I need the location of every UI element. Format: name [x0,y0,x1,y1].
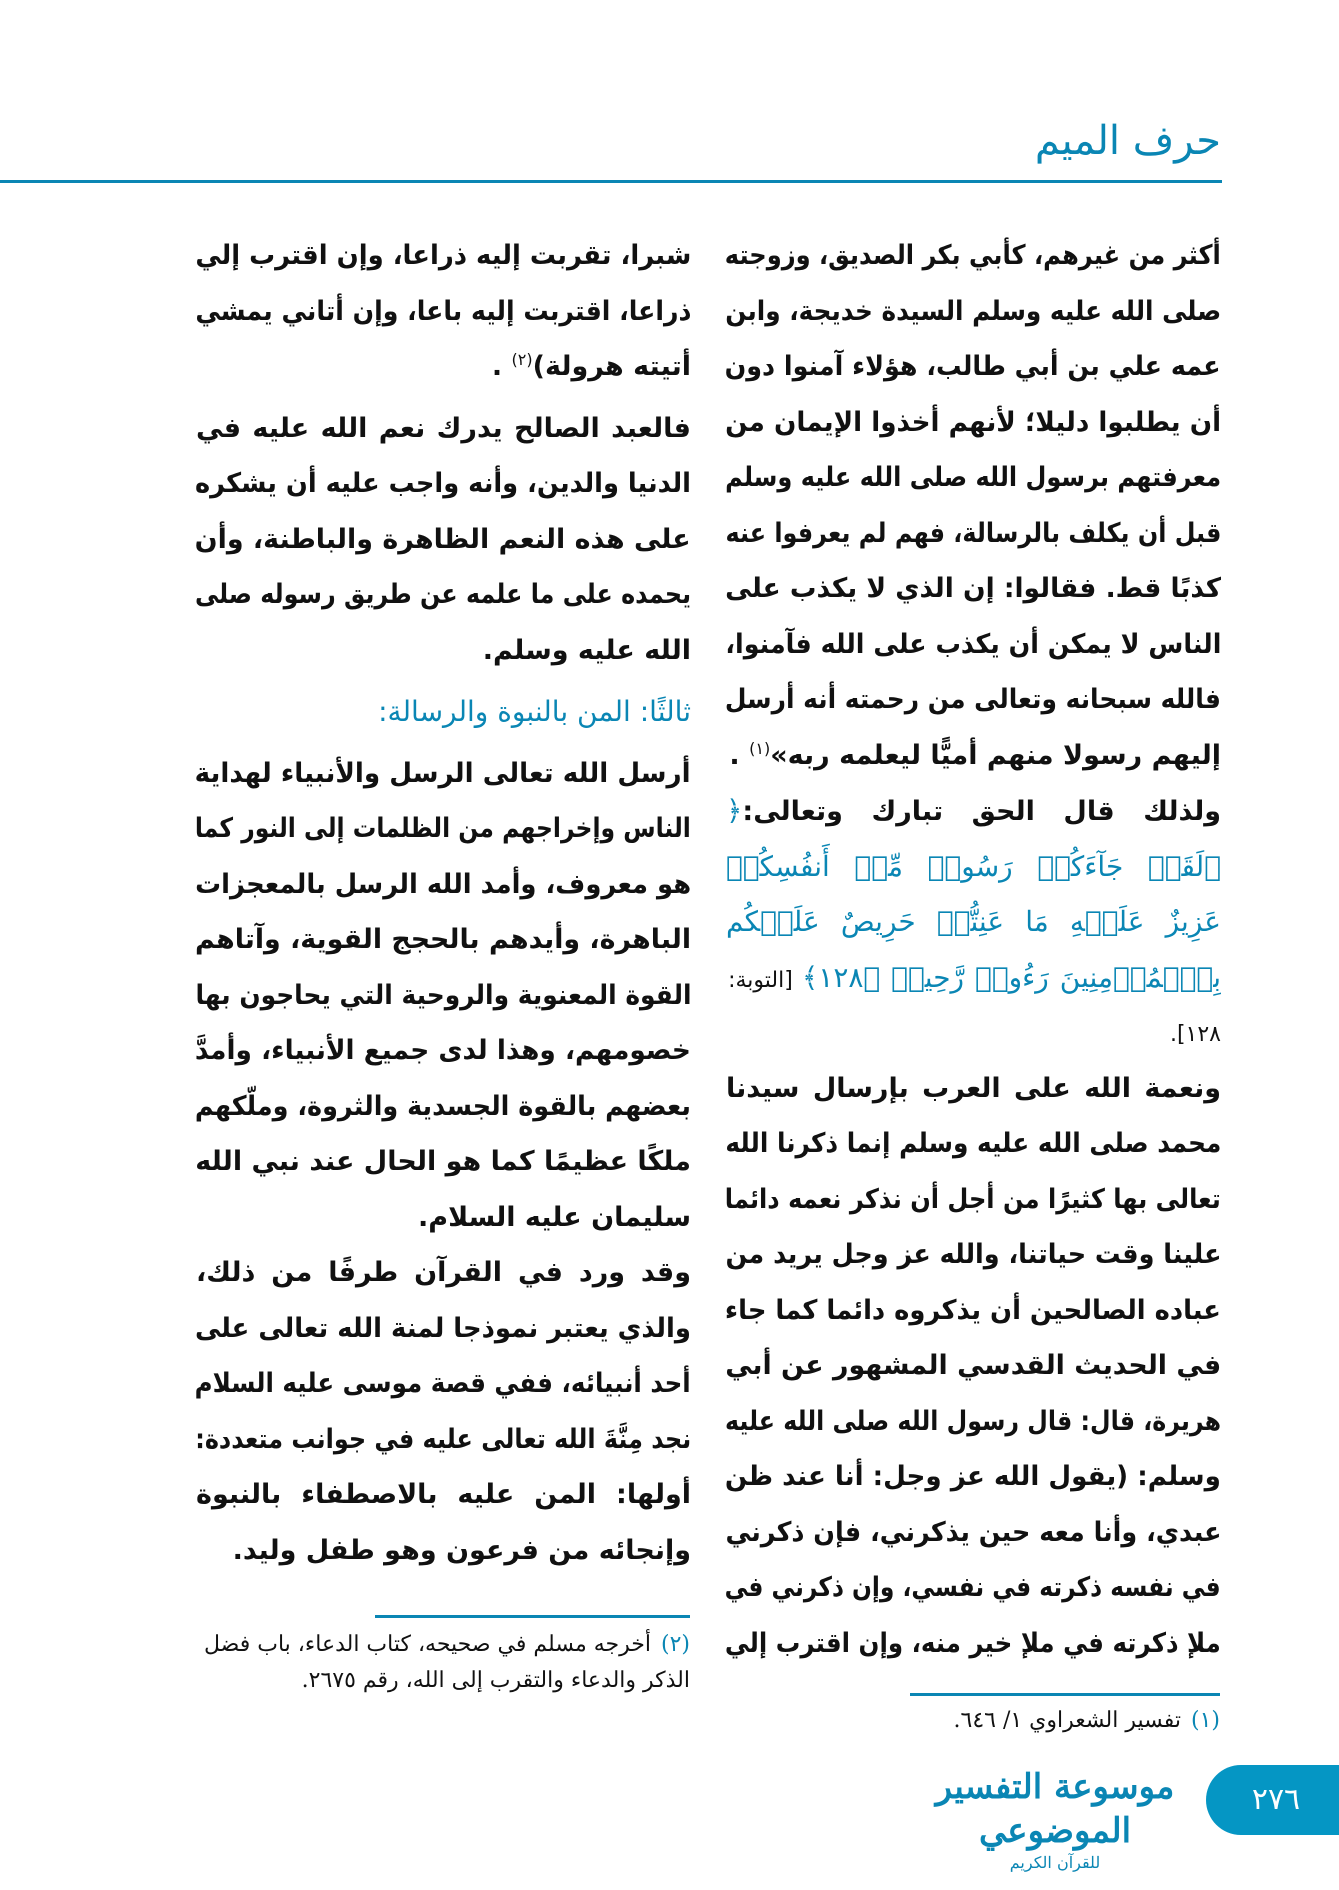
text-line-content [195,1412,691,1468]
text-segment: وسلم: [1128,1461,1221,1492]
text-segment: القوة المعنوية والروحية التي يحاجون بها [195,979,691,1011]
text-line-content [195,284,691,340]
quran-verse-text: بِٱلۡمُؤۡمِنِينَ رَءُوفٞ رَّحِيمٞ ﴿١٢٨﴾ [801,960,1221,994]
text-line [195,456,691,512]
text-segment: وإنجائه من فرعون وهو طفل وليد. [232,1534,691,1566]
text-line-content [725,1449,1221,1505]
text-segment: أرسل الله تعالى الرسل والأنبياء لهداية [195,757,691,789]
left-column [195,228,691,1578]
text-line [195,1356,691,1412]
text-line-content [725,1172,1221,1228]
text-line [725,1172,1221,1228]
text-line-content [725,1394,1221,1450]
text-line [725,672,1221,728]
text-line [725,395,1221,451]
text-segment: بعضهم بالقوة الجسدية والثروة، وملّكهم [195,1090,691,1122]
text-line-content [725,1616,1221,1672]
text-segment: الله عليه وسلم. [482,634,691,666]
text-segment: أكثر من غيرهم، كأبي بكر الصديق، وزوجته [725,240,1221,271]
text-line [725,839,1221,895]
text-line [195,228,691,284]
text-segment: أن يطلبوا دليلا؛ لأنهم أخذوا الإيمان من [725,406,1221,438]
text-line-content [195,1134,691,1190]
footnote-text: تفسير الشعراوي ١/ ٦٤٦. [953,1708,1181,1733]
text-segment: (يقول الله عز وجل: أنا عند ظن [725,1461,1129,1492]
text-segment: قبل أن يكلف بالرسالة، فهم لم يعرفوا عنه [725,517,1221,549]
text-line [725,1005,1221,1061]
text-segment: ١٢٨]. [1169,1022,1221,1047]
text-line [195,801,691,857]
text-line-content [725,1283,1221,1339]
text-line-content [195,512,691,568]
text-line-content [233,1523,691,1579]
text-line-content [196,1467,691,1523]
text-segment: ونعمة الله على العرب بإرسال سيدنا [726,1072,1221,1104]
text-line-content [725,1560,1221,1616]
text-line [725,728,1221,784]
text-line [725,1505,1221,1561]
text-line [725,228,1221,284]
text-line [195,1412,691,1468]
text-segment: عمه علي بن أبي طالب، هؤلاء آمنوا دون [725,351,1221,382]
text-line [725,1338,1221,1394]
text-line-content [195,456,691,512]
text-line [195,1190,691,1246]
text-line-content [378,684,691,740]
text-line-content [725,1505,1221,1561]
text-line-content [492,339,691,395]
text-line [725,561,1221,617]
text-line-content [725,506,1221,562]
text-segment: الناس وإخراجهم من الظلمات إلى النور كما [195,813,691,844]
logo-sub-text: للقرآن الكريم [1009,1853,1101,1872]
text-line-content [726,839,1221,895]
text-line-content [726,894,1221,950]
text-line-content [725,617,1221,673]
text-segment: معرفتهم برسول الله صلى الله عليه وسلم [725,462,1221,493]
text-line-content [726,783,1221,839]
text-line-content [725,672,1221,728]
text-line [195,1301,691,1357]
text-segment: عبدي، وأنا معه حين يذكرني، فإن ذكرني [725,1516,1221,1548]
text-segment: الباهرة، وأيدهم بالحجج القوية، وآتاهم [195,924,691,955]
text-segment: في نفسه ذكرته في نفسي، وإن ذكرني في [725,1572,1221,1603]
text-line-content [725,284,1221,340]
quran-verse-text: عَزِيزٌ عَلَيۡهِ مَا عَنِتُّمۡ حَرِيصٌ عَلَيۡكُم [726,905,1221,938]
text-line-content [725,1338,1221,1394]
text-line-content [195,857,691,913]
footnote-1 [725,1703,1220,1739]
text-line [725,506,1221,562]
text-segment: على هذه النعم الظاهرة والباطنة، وأن [195,523,691,555]
text-segment: ملإ ذكرته في ملإ خير منه، وإن اقترب إلي [725,1627,1221,1659]
text-line-content [483,623,691,679]
footnote-2 [195,1627,690,1699]
text-line-content [195,1023,691,1079]
text-segment: . [491,351,512,382]
text-line [725,1227,1221,1283]
text-line [725,617,1221,673]
page-number-badge: ٢٧٦ [1206,1765,1339,1835]
text-line [195,623,691,679]
text-line-content [726,1061,1221,1117]
text-line-content [195,1079,691,1135]
text-line [195,339,691,395]
text-line [195,1134,691,1190]
text-segment: سليمان عليه السلام. [418,1201,691,1233]
text-segment: يحمده على ما علمه عن طريق رسوله صلى [195,579,691,610]
text-line [195,684,691,740]
quran-verse-text: ﴿ [725,794,743,827]
text-line [195,512,691,568]
text-line [195,401,691,457]
text-line [725,1061,1221,1117]
text-line [725,339,1221,395]
text-line [195,284,691,340]
text-line [725,284,1221,340]
text-segment: خصومهم، وهذا لدى جميع الأنبياء، وأمدَّ [195,1035,691,1066]
text-segment: وقد ورد في القرآن طرفًا من ذلك، [195,1257,691,1288]
text-line [725,1449,1221,1505]
text-line-content [725,228,1221,284]
text-line-content [1170,1005,1221,1061]
footnote-marker: (١) [749,738,771,758]
text-line-content [195,912,691,968]
text-line [725,450,1221,506]
footnote-text: أخرجه مسلم في صحيحه، كتاب الدعاء، باب فضل الذكر والدعاء والتقرب إلى الله، رقم ٢٦٧٥. [204,1632,690,1693]
text-segment: صلى الله عليه وسلم السيدة خديجة، وابن [725,295,1221,327]
text-segment: الناس لا يمكن أن يكذب على الله فآمنوا، [725,628,1221,660]
footnote-number: (٢) [660,1632,690,1657]
right-column [725,228,1221,1671]
text-segment: ذراعا، اقتربت إليه باعا، وإن أتاني يمشي [195,295,691,327]
text-segment: في الحديث القدسي المشهور عن أبي [725,1350,1221,1381]
text-line [725,1116,1221,1172]
text-line-content [725,1227,1221,1283]
encyclopedia-logo [930,1765,1180,1873]
text-segment: شبرا، تقربت إليه ذراعا، وإن اقترب إلي [195,240,691,271]
text-line-content [728,950,1221,1006]
text-segment: فالعبد الصالح يدرك نعم الله عليه في [196,412,691,444]
text-line-content [729,728,1221,784]
text-segment: المن عليه بالاصطفاء بالنبوة [196,1479,597,1510]
text-line [725,950,1221,1006]
text-segment: أتيته هرولة) [532,351,691,382]
footnote-number: (١) [1190,1708,1220,1733]
quran-verse-text: ﴿لَقَدۡ جَآءَكُمۡ رَسُولٞ مِّنۡ أَنفُسِكُمۡ [725,849,1221,883]
text-line-content [195,228,691,284]
text-segment: نجد مِنَّةَ الله تعالى عليه في جوانب متعددة: [195,1423,691,1455]
text-segment: والذي يعتبر نموذجا لمنة الله تعالى على [195,1312,691,1344]
text-line [725,1616,1221,1672]
text-segment: فالله سبحانه وتعالى من رحمته أنه أرسل [725,684,1221,715]
text-line-content [195,746,691,802]
text-line [195,968,691,1024]
text-line [195,857,691,913]
text-segment: هريرة، قال: قال رسول الله صلى الله عليه [725,1405,1221,1437]
text-line [725,1394,1221,1450]
text-line-content [725,1116,1221,1172]
text-line [195,1079,691,1135]
text-segment: تعالى بها كثيرًا من أجل أن نذكر نعمه دائما [725,1183,1221,1215]
footnote-marker: (٢) [511,350,533,369]
text-line [195,746,691,802]
text-line-content [725,395,1221,451]
text-segment: . [729,739,750,771]
chapter-title: حرف الميم [1034,118,1221,164]
text-segment: إليهم رسولا منهم أميًّا ليعلمه ربه» [770,739,1221,771]
text-line [195,1245,691,1301]
text-segment: هو معروف، وأمد الله الرسل بالمعجزات [195,868,691,900]
text-line-content [725,450,1221,506]
text-segment: [التوبة: [728,967,802,993]
text-line-content [195,801,691,857]
text-segment: ملكًا عظيمًا كما هو الحال عند نبي الله [195,1146,691,1177]
text-line [195,1523,691,1579]
section-heading: ثالثًا: المن بالنبوة والرسالة: [378,695,691,728]
logo-main-text: موسوعة التفسير الموضوعي [935,1767,1175,1851]
text-line-content [196,401,691,457]
text-line-content [725,561,1221,617]
text-segment: أولها: [596,1479,691,1510]
text-line [725,1560,1221,1616]
text-line [195,912,691,968]
footnote-separator-left [375,1615,690,1618]
text-line-content [195,1301,691,1357]
text-line-content [196,1245,691,1301]
footnote-separator-right [910,1693,1220,1696]
text-segment: ولذلك قال الحق تبارك وتعالى: [742,796,1221,827]
text-line [725,1283,1221,1339]
text-line-content [195,968,691,1024]
header-rule [0,180,1222,183]
text-segment: محمد صلى الله عليه وسلم إنما ذكرنا الله [725,1128,1221,1159]
text-segment: عباده الصالحين أن يذكروه دائما كما جاء [725,1294,1221,1326]
text-line [725,783,1221,839]
text-segment: علينا وقت حياتنا، والله عز وجل يريد من [725,1239,1221,1270]
text-line-content [725,339,1221,395]
text-line [725,894,1221,950]
text-segment: الدنيا والدين، وأنه واجب عليه أن يشكره [195,468,691,499]
text-line [195,1023,691,1079]
text-line-content [418,1190,691,1246]
text-line-content [195,567,691,623]
text-line [195,567,691,623]
text-segment: كذبًا قط. فقالوا: إن الذي لا يكذب على [725,573,1221,604]
text-line [195,1467,691,1523]
text-line-content [195,1356,691,1412]
text-segment: أحد أنبيائه، ففي قصة موسى عليه السلام [195,1368,691,1399]
